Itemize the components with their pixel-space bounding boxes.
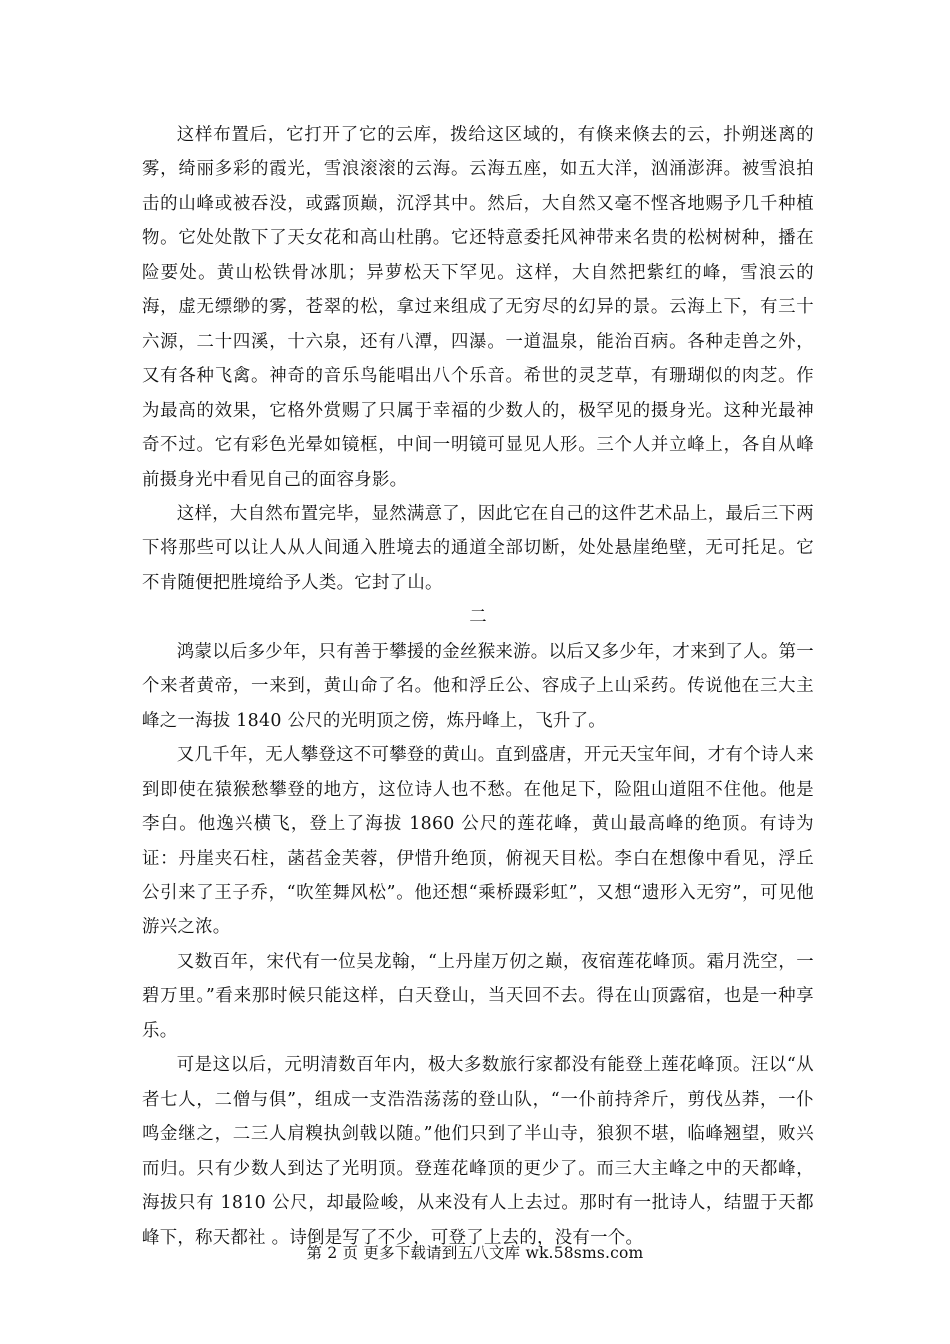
- paragraph-huangdi: 鸿蒙以后多少年，只有善于攀援的金丝猴来游。以后又多少年，才来到了人。第一个来者黄帝，一来到，黄山命了名。他和浮丘公、容成子上山采药。传说他在三大主峰之一海拔 1840 公尺的光明顶之傍，炼丹峰上，飞升了。: [142, 641, 814, 731]
- paragraph-wu-longhan: 又数百年，宋代有一位吴龙翰，“上丹崖万仞之巅，夜宿莲花峰顶。霜月洗空，一碧万里。”看来那时候只能这样，白天登山，当天回不去。得在山顶露宿，也是一种享乐。: [142, 951, 814, 1041]
- page-footer: 第 2 页 更多下载请到五八文库 wk.58sms.com: [306, 1244, 644, 1262]
- paragraph-li-bai: 又几千年，无人攀登这不可攀登的黄山。直到盛唐，开元天宝年间，才有个诗人来到即使在猿猴愁攀登的地方，这位诗人也不愁。在他足下，险阻山道阻不住他。他是李白。他逸兴横飞，登上了海拔 1860 公尺的莲花峰，黄山最高峰的绝顶。有诗为证：丹崖夹石柱，菡萏金芙蓉，伊惜升绝顶，俯视天目松。李白在想像中看见，浮丘公引来了王子乔，“吹笙舞风松”。他还想“乘桥蹑彩虹”，又想“遗形入无穷”，可见他游兴之浓。: [142, 745, 814, 938]
- paragraph-sealed-mountain: 这样，大自然布置完毕，显然满意了，因此它在自己的这件艺术品上，最后三下两下将那些可以让人从人间通入胜境去的通道全部切断，处处悬崖绝壁，无可托足。它不肯随便把胜境给予人类。它封了山。: [142, 503, 814, 593]
- paragraph-cloud-library: 这样布置后，它打开了它的云库，拨给这区域的，有倏来倏去的云，扑朔迷离的雾，绮丽多彩的霞光，雪浪滚滚的云海。云海五座，如五大洋，汹涌澎湃。被雪浪拍击的山峰或被吞没，或露顶巅，沉浮其中。然后，大自然又毫不悭吝地赐予几千种植物。它处处散下了天女花和高山杜鹃。它还特意委托风神带来名贵的松树树种，播在险要处。黄山松铁骨冰肌；异萝松天下罕见。这样，大自然把紫红的峰，雪浪云的海，虚无缥缈的雾，苍翠的松，拿过来组成了无穷尽的幻异的景。云海上下，有三十六源，二十四溪，十六泉，还有八潭，四瀑。一道温泉，能治百病。各种走兽之外，又有各种飞禽。神奇的音乐鸟能唱出八个乐音。希世的灵芝草，有珊瑚似的肉芝。作为最高的效果，它格外赏赐了只属于幸福的少数人的，极罕见的摄身光。这种光最神奇不过。它有彩色光晕如镜框，中间一明镜可显见人形。三个人并立峰上，各自从峰前摄身光中看见自己的面容身影。: [142, 125, 814, 490]
- section-number: 二: [469, 607, 487, 628]
- article-body: [142, 118, 814, 1255]
- paragraph-later-travelers: 可是这以后，元明清数百年内，极大多数旅行家都没有能登上莲花峰顶。汪以“从者七人，二僧与俱”，组成一支浩浩荡荡的登山队，“一仆前持斧斤，剪伐丛莽，一仆鸣金继之，二三人肩糗执剑戟以随。”他们只到了半山寺，狼狈不堪，临峰翘望，败兴而归。只有少数人到达了光明顶。登莲花峰顶的更少了。而三大主峰之中的天都峰，海拔只有 1810 公尺，却最险峻，从来没有人上去过。那时有一批诗人，结盟于天都峰下，称天都社 。诗倒是写了不少，可登了上去的，没有一个。: [142, 1055, 814, 1248]
